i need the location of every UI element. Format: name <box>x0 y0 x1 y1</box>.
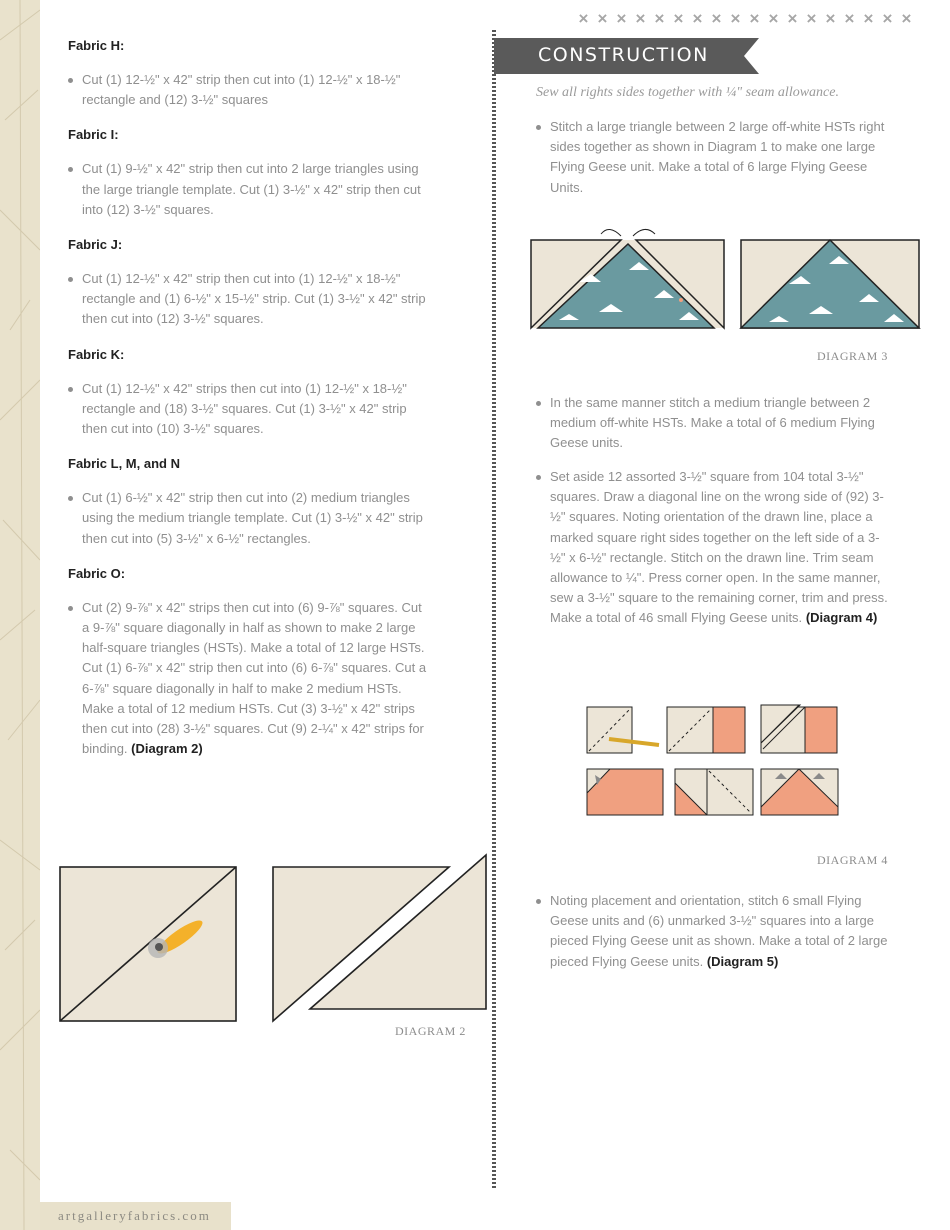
fabric-heading: Fabric L, M, and N <box>68 456 180 472</box>
construction-step <box>536 467 891 629</box>
cutting-instructions <box>68 38 428 776</box>
construction-step: Stitch a large triangle between 2 large off-white HSTs right sides together as shown in Diagram 1 to make one large Flying Geese unit. Make a total of 6 large Flying Geese Units. <box>536 117 891 198</box>
column-divider <box>492 30 496 1188</box>
cutting-step: Cut (1) 12-½" x 42" strip then cut into (1) 12-½" x 18-½" rectangle and (12) 3-½" squares <box>68 70 428 110</box>
cutting-step: Cut (1) 12-½" x 42" strip then cut into (1) 12-½" x 18-½" rectangle and (1) 6-½" x 15-½" strip. Cut (1) 3-½" x 42" strip then cut into (12) 3-½" squares. <box>68 269 428 330</box>
fabric-section <box>68 566 428 760</box>
fabric-section <box>68 237 428 330</box>
construction-banner <box>494 38 759 74</box>
construction-step: In the same manner stitch a medium triangle between 2 medium off-white HSTs. Make a total of 6 medium Flying Geese units. <box>536 393 891 454</box>
diagram-4-illustration <box>585 703 843 819</box>
cross-stitch-decoration: × × × × × × × × × × × × × × × × × × <box>578 9 912 28</box>
construction-step <box>536 891 891 972</box>
cutting-step: Cut (1) 9-½" x 42" strip then cut into 2 large triangles using the large triangle template. Cut (1) 3-½" x 42" strip then cut into (12) 3-½" squares. <box>68 159 428 220</box>
cutting-step: Cut (1) 6-½" x 42" strip then cut into (2) medium triangles using the medium triangle template. Cut (1) 3-½" x 42" strip then cut into (5) 3-½" x 6-½" rectangles. <box>68 488 428 549</box>
fabric-heading: Fabric O: <box>68 565 126 581</box>
diagram-reference: (Diagram 4) <box>805 610 878 626</box>
cutting-step: Cut (1) 12-½" x 42" strips then cut into (1) 12-½" x 18-½" rectangle and (18) 3-½" squares. Cut (1) 3-½" x 42" strip then cut into (10) 3-½" squares. <box>68 379 428 440</box>
diagram-reference: (Diagram 2) <box>131 741 203 757</box>
fabric-section <box>68 127 428 220</box>
linen-texture-illustration <box>0 0 40 1230</box>
fabric-section <box>68 347 428 440</box>
diagram-2-label: DIAGRAM 2 <box>395 1024 466 1038</box>
section-title: CONSTRUCTION <box>538 44 709 66</box>
fabric-heading: Fabric J: <box>68 237 123 253</box>
fabric-heading: Fabric I: <box>68 127 119 143</box>
construction-step-text: Noting placement and orientation, stitch 6 small Flying Geese units and (6) unmarked 3-½" squares into a large pieced Flying Geese unit as shown. Make a total of 2 large pieced Flying Geese units. <box>550 893 888 969</box>
diagram-reference: (Diagram 5) <box>706 953 779 969</box>
fabric-section <box>68 456 428 549</box>
cutting-step-text: Cut (2) 9-⅞" x 42" strips then cut into (6) 9-⅞" squares. Cut a 9-⅞" square diagonally in half as shown to make 2 large half-square triangles (HSTs). Make a total of 12 large HSTs. Cut (1) 6-⅞" x 42" strip then cut into (6) 6-⅞" squares. Cut a 6-⅞" square diagonally in half to make 2 medium HSTs. Make a total of 12 medium HSTs. Cut (3) 3-½" x 42" strips then cut into (28) 3-½" squares. Cut (9) 2-¼" x 42" strips for binding. <box>82 599 427 757</box>
diagram-3-illustration <box>529 222 923 332</box>
fabric-section <box>68 38 428 110</box>
footer-tab <box>40 1202 231 1230</box>
diagram-4-label: DIAGRAM 4 <box>817 853 888 867</box>
cutting-step <box>68 598 428 760</box>
linen-side-strip <box>0 0 40 1230</box>
diagram-2-illustration <box>58 853 490 1025</box>
fabric-heading: Fabric K: <box>68 346 125 362</box>
seam-allowance-note: Sew all rights sides together with ¼" seam allowance. <box>536 85 839 100</box>
fabric-heading: Fabric H: <box>68 38 125 53</box>
website-url[interactable]: artgalleryfabrics.com <box>58 1208 211 1223</box>
diagram-3-label: DIAGRAM 3 <box>817 349 888 363</box>
construction-step-text: Set aside 12 assorted 3-½" square from 104 total 3-½" squares. Draw a diagonal line on the wrong side of (92) 3-½" squares. Noting orientation of the drawn line, place a marked square right sides together on the left side of a 3-½" x 6-½" rectangle. Stitch on the drawn line. Trim seam allowance to ¼". Press corner open. In the same manner, sew a 3-½" square to the remaining corner, trim and press. Make a total of 46 small Flying Geese units. <box>550 469 888 626</box>
